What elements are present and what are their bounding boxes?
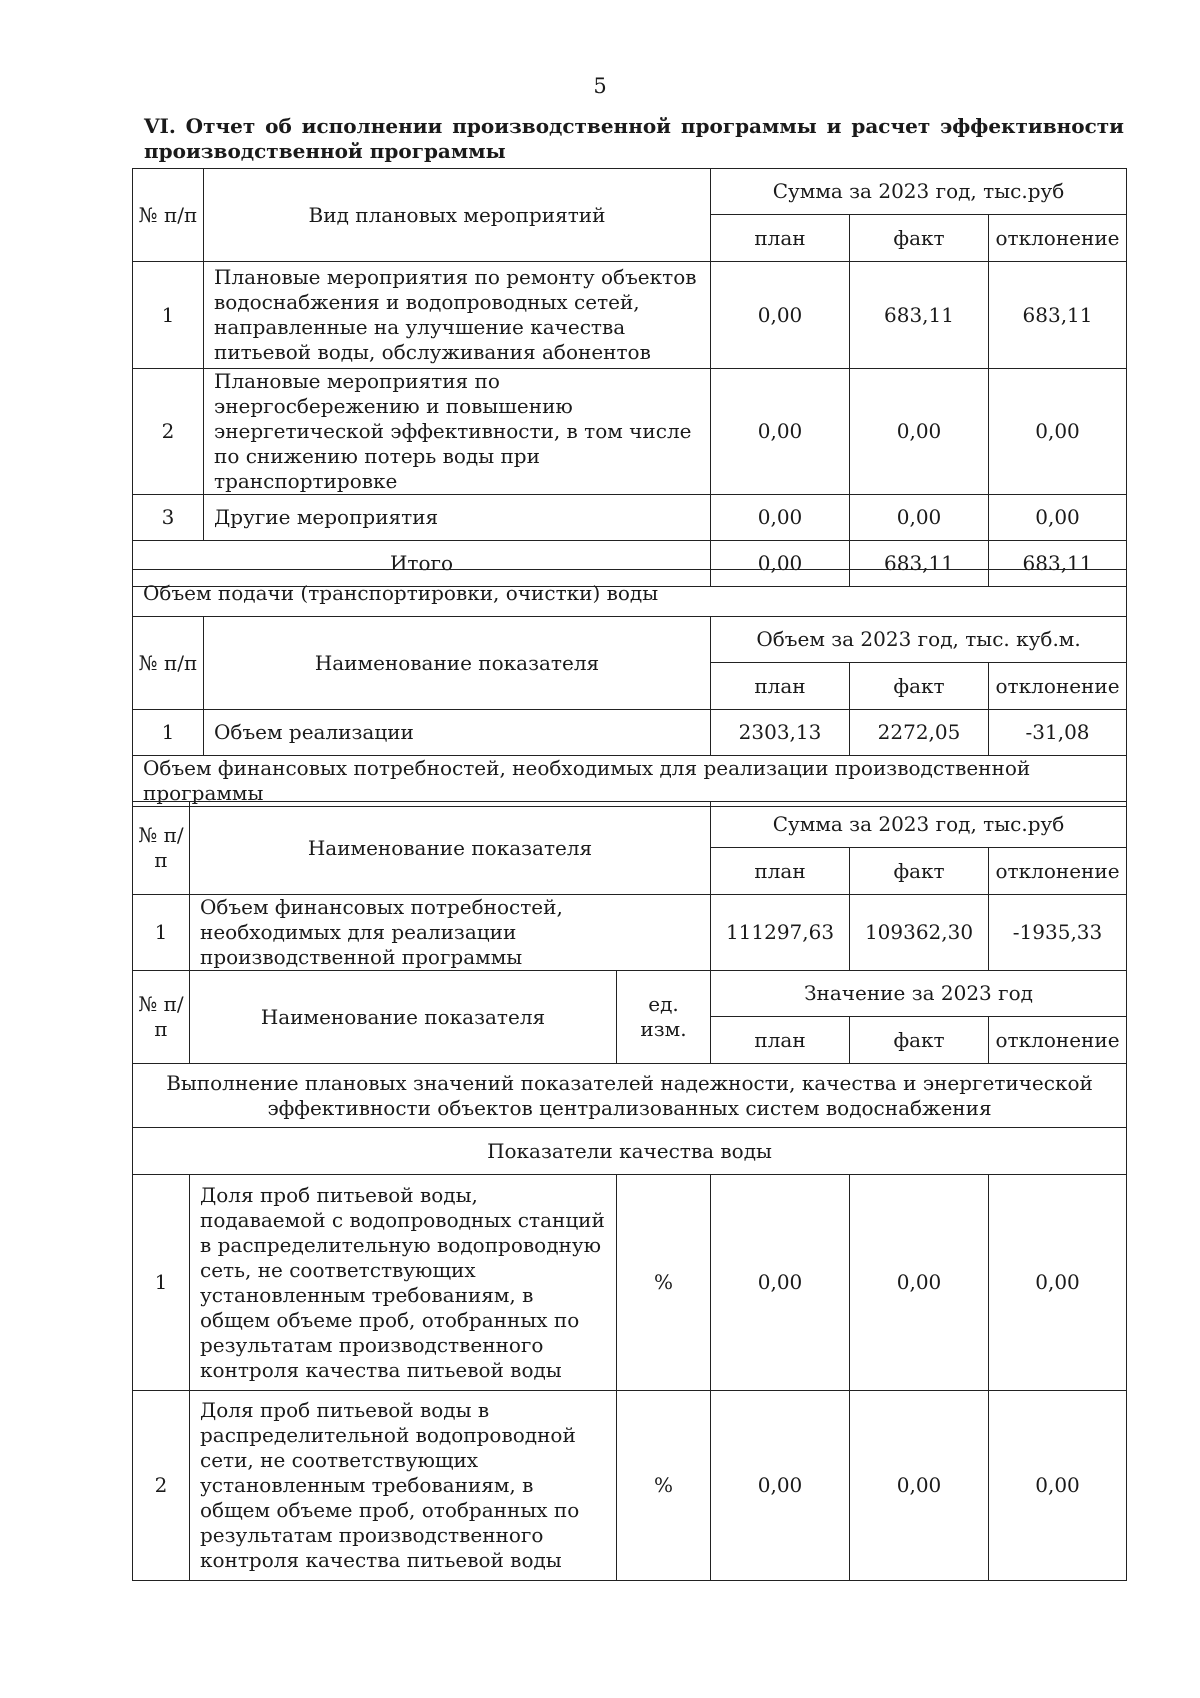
deviation-value: -1935,33 <box>989 895 1127 971</box>
num-header: № п/п <box>133 971 190 1064</box>
value-header: Значение за 2023 год <box>711 971 1127 1017</box>
supply-volume-table <box>132 569 1127 807</box>
total-fact: 683,11 <box>850 541 989 587</box>
fact-header: факт <box>850 848 989 895</box>
fact-value: 2272,05 <box>850 710 989 756</box>
deviation-value: 0,00 <box>989 1175 1127 1391</box>
fact-value: 0,00 <box>850 1175 989 1391</box>
row-number: 2 <box>133 369 204 495</box>
volume-header: Объем за 2023 год, тыс. куб.м. <box>711 617 1127 663</box>
table-row <box>133 1175 1127 1391</box>
plan-header: план <box>711 663 850 710</box>
total-plan: 0,00 <box>711 541 850 587</box>
deviation-header: отклонение <box>989 1017 1127 1064</box>
plan-value: 0,00 <box>711 369 850 495</box>
row-number: 1 <box>133 262 204 369</box>
row-number: 1 <box>133 895 190 971</box>
indicator-name: Доля проб питьевой воды в распределительной водопроводной сети, не соответствующих установленным требованиям, в общем объеме проб, отобранных по результатам производственного контроля качества питьевой воды <box>190 1391 617 1581</box>
water-quality-banner: Показатели качества воды <box>133 1128 1127 1175</box>
fact-header: факт <box>850 663 989 710</box>
table-row <box>133 710 1127 756</box>
fact-value: 0,00 <box>850 369 989 495</box>
table-row <box>133 1391 1127 1581</box>
plan-header: план <box>711 848 850 895</box>
unit-value: % <box>617 1391 711 1581</box>
activity-name: Плановые мероприятия по энергосбережению и повышению энергетической эффективности, в том числе по снижению потерь воды при транспортировке <box>204 369 711 495</box>
table-row <box>133 369 1127 495</box>
row-number: 1 <box>133 1175 190 1391</box>
deviation-value: 0,00 <box>989 369 1127 495</box>
total-label: Итого <box>133 541 711 587</box>
plan-value: 2303,13 <box>711 710 850 756</box>
row-number: 3 <box>133 495 204 541</box>
activities-table <box>132 168 1127 587</box>
indicator-name-header: Наименование показателя <box>204 617 711 710</box>
plan-value: 0,00 <box>711 1391 850 1581</box>
deviation-header: отклонение <box>989 848 1127 895</box>
reliability-banner: Выполнение плановых значений показателей надежности, качества и энергетической эффективности объектов централизованных систем водоснабжения <box>133 1064 1127 1128</box>
fact-value: 683,11 <box>850 262 989 369</box>
deviation-value: 0,00 <box>989 1391 1127 1581</box>
indicator-name: Объем реализации <box>204 710 711 756</box>
total-deviation: 683,11 <box>989 541 1127 587</box>
unit-header: ед. изм. <box>617 971 711 1064</box>
fact-value: 0,00 <box>850 1391 989 1581</box>
sum-header: Сумма за 2023 год, тыс.руб <box>711 169 1127 215</box>
activity-type-header: Вид плановых мероприятий <box>204 169 711 262</box>
plan-value: 0,00 <box>711 1175 850 1391</box>
row-number: 1 <box>133 710 204 756</box>
fact-value: 109362,30 <box>850 895 989 971</box>
table-row <box>133 495 1127 541</box>
num-header: № п/п <box>133 169 204 262</box>
plan-value: 0,00 <box>711 495 850 541</box>
unit-value: % <box>617 1175 711 1391</box>
plan-header: план <box>711 215 850 262</box>
deviation-value: -31,08 <box>989 710 1127 756</box>
table-row <box>133 262 1127 369</box>
page-number: 5 <box>593 74 607 98</box>
row-number: 2 <box>133 1391 190 1581</box>
sum-header: Сумма за 2023 год, тыс.руб <box>711 802 1127 848</box>
activity-name: Плановые мероприятия по ремонту объектов водоснабжения и водопроводных сетей, направленные на улучшение качества питьевой воды, обслуживания абонентов <box>204 262 711 369</box>
table-row <box>133 895 1127 971</box>
indicator-name: Объем финансовых потребностей, необходимых для реализации производственной программы <box>190 895 711 971</box>
fact-header: факт <box>850 1017 989 1064</box>
num-header: № п/п <box>133 802 190 895</box>
deviation-value: 683,11 <box>989 262 1127 369</box>
deviation-value: 0,00 <box>989 495 1127 541</box>
financial-indicators-table <box>132 801 1127 1581</box>
indicator-name-header: Наименование показателя <box>190 971 617 1064</box>
plan-value: 111297,63 <box>711 895 850 971</box>
plan-header: план <box>711 1017 850 1064</box>
fact-header: факт <box>850 215 989 262</box>
deviation-header: отклонение <box>989 215 1127 262</box>
section-heading: VI. Отчет об исполнении производственной программы и расчет эффективности производственной программы <box>144 114 1124 163</box>
indicator-name: Доля проб питьевой воды, подаваемой с водопроводных станций в распределительную водопроводную сеть, не соответствующих установленным требованиям, в общем объеме проб, отобранных по результатам производственного контроля качества питьевой воды <box>190 1175 617 1391</box>
fact-value: 0,00 <box>850 495 989 541</box>
plan-value: 0,00 <box>711 262 850 369</box>
activity-name: Другие мероприятия <box>204 495 711 541</box>
supply-volume-title: Объем подачи (транспортировки, очистки) воды <box>133 570 1127 617</box>
deviation-header: отклонение <box>989 663 1127 710</box>
indicator-name-header: Наименование показателя <box>190 802 711 895</box>
num-header: № п/п <box>133 617 204 710</box>
financial-needs-title: Объем финансовых потребностей, необходимых для реализации производственной программы <box>133 756 1127 807</box>
